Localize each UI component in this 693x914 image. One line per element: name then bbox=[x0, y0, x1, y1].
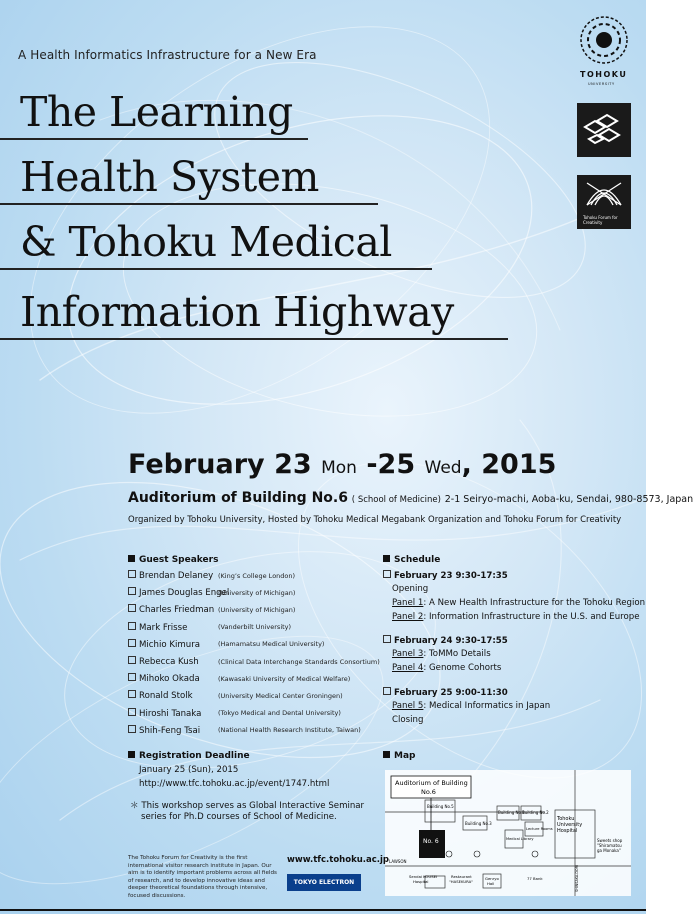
speaker-affiliation: (Kawasaki University of Medical Welfare) bbox=[218, 674, 351, 683]
schedule-day-1 bbox=[383, 570, 508, 581]
speaker-name-text: Mihoko Okada bbox=[139, 674, 200, 685]
date-year: 2015 bbox=[481, 449, 557, 480]
title-line-4-text: Information Highway bbox=[20, 288, 454, 336]
map-heading-text: Map bbox=[394, 751, 416, 761]
speaker-affiliation: (University Medical Center Groningen) bbox=[218, 691, 343, 700]
map-sweets-label-1: Sweets shop bbox=[597, 838, 623, 843]
schedule-panel-3 bbox=[392, 649, 491, 659]
speaker-name bbox=[128, 656, 199, 667]
forum-website[interactable]: www.tfc.tohoku.ac.jp bbox=[287, 855, 389, 865]
tohoku-wordmark-sub: UNIVERSITY bbox=[588, 82, 615, 86]
speaker-affiliation: (University of Michigan) bbox=[218, 605, 296, 614]
panel-5-title: : Medical Informatics in Japan bbox=[423, 701, 551, 711]
square-bullet-icon bbox=[383, 751, 390, 758]
speaker-name-text: Charles Friedman bbox=[139, 605, 215, 616]
registration-url[interactable]: http://www.tfc.tohoku.ac.jp/event/1747.html bbox=[139, 779, 330, 789]
seminar-note-line-1 bbox=[130, 799, 364, 811]
map-auditorium-label: Auditorium of Building bbox=[395, 779, 468, 787]
date-start-weekday: Mon bbox=[321, 458, 357, 478]
panel-3-label: Panel 3 bbox=[392, 649, 424, 659]
schedule-closing: Closing bbox=[392, 715, 424, 725]
square-bullet-icon bbox=[128, 751, 135, 758]
organizers: Organized by Tohoku University, Hosted by Tohoku Medical Megabank Organization and Tohoku Forum for Creativity bbox=[128, 515, 622, 525]
title-underline-3 bbox=[0, 268, 432, 270]
venue-name: Auditorium of Building No.6 bbox=[128, 490, 348, 506]
square-bullet-icon bbox=[383, 555, 390, 562]
checkbox-icon bbox=[128, 708, 136, 716]
date-end-weekday: Wed bbox=[424, 458, 462, 478]
schedule-panel-4 bbox=[392, 663, 501, 673]
map-genryo-label-2: Hall bbox=[487, 881, 495, 886]
registration-heading-text: Registration Deadline bbox=[139, 751, 250, 761]
seminar-note-line-2: series for Ph.D courses of School of Medicine. bbox=[141, 812, 337, 822]
registration-date: January 25 (Sun), 2015 bbox=[139, 765, 239, 775]
map-restaurant-label-1: Restaurant bbox=[451, 874, 472, 879]
speaker-name-text: Brendan Delaney bbox=[139, 571, 214, 581]
panel-1-label: Panel 1 bbox=[392, 598, 424, 608]
speaker-name bbox=[128, 725, 200, 736]
map-sweets-label-2: "Shiramatsu bbox=[597, 843, 622, 848]
tohoku-wordmark: TOHOKU bbox=[580, 70, 628, 79]
map-building-2-label: Building No.2 bbox=[522, 810, 549, 815]
schedule-panel-2 bbox=[392, 612, 640, 622]
checkbox-icon bbox=[128, 673, 136, 681]
speaker-name bbox=[128, 673, 200, 684]
map-building-5-label: Building No.5 bbox=[427, 804, 454, 809]
checkbox-icon bbox=[383, 635, 391, 643]
title-underline-2 bbox=[0, 203, 378, 205]
venue-school: ( School of Medicine) bbox=[351, 495, 441, 505]
sponsor-logo bbox=[287, 874, 361, 891]
map-building-1-label: Building No.1 bbox=[498, 810, 525, 815]
speaker-name bbox=[128, 604, 214, 615]
checkbox-icon bbox=[128, 690, 136, 698]
title-underline-4 bbox=[0, 338, 508, 340]
megabank-mark-icon bbox=[577, 103, 631, 157]
medical-megabank-logo bbox=[577, 103, 631, 157]
title-line-3-text: & Tohoku Medical bbox=[20, 218, 392, 266]
map-street-label: SHINSAKA-DORI bbox=[575, 864, 579, 892]
map-auditorium-no: No.6 bbox=[421, 788, 436, 796]
map-hospital-label-3: Hospital bbox=[557, 828, 578, 834]
speaker-name bbox=[128, 708, 201, 719]
speaker-name-text: James Douglas Engel bbox=[139, 588, 230, 599]
registration-heading bbox=[128, 751, 250, 761]
checkbox-icon bbox=[128, 604, 136, 612]
title-underline-1 bbox=[0, 138, 308, 140]
event-date bbox=[128, 449, 556, 480]
speaker-name bbox=[128, 570, 213, 581]
map-lawson-label: LAWSON bbox=[389, 859, 407, 864]
speaker-affiliation: (University of Michigan) bbox=[218, 588, 296, 597]
schedule-day-3 bbox=[383, 687, 508, 698]
map-restaurant-label-2: "HASEKURA" bbox=[449, 879, 474, 884]
panel-2-title: : Information Infrastructure in the U.S. and Europe bbox=[423, 612, 640, 622]
forum-description: The Tohoku Forum for Creativity is the first international visitor research institute in Japan. Our aim is to identify important problems across all fields of research, and to develop innovative ideas and deeper theoretical foundations through intensive, focused discussions. bbox=[128, 855, 277, 899]
campus-map bbox=[385, 770, 631, 896]
poster-subtitle: A Health Informatics Infrastructure for a New Era bbox=[18, 48, 317, 62]
title-line-1-text: The Learning bbox=[20, 88, 293, 136]
map-kousei-label-1: Sendai KOUSEI bbox=[409, 874, 438, 879]
venue bbox=[128, 490, 693, 506]
schedule-heading bbox=[383, 555, 440, 565]
map-building-6-label: No. 6 bbox=[423, 838, 439, 845]
map-hospital-label-1: Tohoku bbox=[557, 816, 575, 822]
schedule-day-1-text: February 23 9:30-17:35 bbox=[394, 571, 508, 581]
checkbox-icon bbox=[128, 622, 136, 630]
speaker-name bbox=[128, 690, 193, 701]
map-lecture-rooms-label: Lecture Rooms bbox=[526, 827, 553, 831]
panel-3-title: : ToMMo Details bbox=[423, 649, 491, 659]
sponsor-name: TOKYO ELECTRON bbox=[293, 879, 355, 886]
asterisk-icon: ＊ bbox=[130, 801, 139, 811]
date-comma: , bbox=[461, 449, 472, 480]
panel-2-label: Panel 2 bbox=[392, 612, 424, 622]
speaker-name-text: Shih-Feng Tsai bbox=[139, 725, 201, 736]
map-bank-label: 77 Bank bbox=[527, 876, 543, 881]
guest-speakers-heading-text: Guest Speakers bbox=[139, 555, 219, 565]
square-bullet-icon bbox=[128, 555, 135, 562]
speaker-affiliation: (Clinical Data Interchange Standards Consortium) bbox=[218, 657, 380, 666]
map-hospital-label-2: University bbox=[557, 822, 583, 828]
speaker-affiliation: (King’s College London) bbox=[218, 571, 296, 580]
speaker-affiliation: (Hamamatsu Medical University) bbox=[218, 640, 325, 649]
panel-4-title: : Genome Cohorts bbox=[423, 663, 502, 673]
bottom-rule bbox=[0, 909, 646, 911]
schedule-day-2-text: February 24 9:30-17:55 bbox=[394, 636, 508, 646]
speaker-affiliation: (Vanderbilt University) bbox=[218, 623, 292, 632]
speaker-name bbox=[128, 587, 229, 598]
tohoku-university-emblem-icon bbox=[578, 14, 630, 66]
schedule-day-2 bbox=[383, 635, 508, 646]
panel-1-title: : A New Health Infrastructure for the Tohoku Region bbox=[423, 598, 646, 608]
speaker-name bbox=[128, 639, 200, 650]
speaker-name-text: Ronald Stolk bbox=[139, 691, 193, 702]
forum-for-creativity-logo bbox=[577, 175, 631, 229]
schedule-opening: Opening bbox=[392, 584, 429, 594]
speaker-affiliation: (National Health Research Institute, Taiwan) bbox=[218, 726, 361, 735]
map-genryo-label-1: Genryo bbox=[485, 876, 499, 881]
map-medical-library-label: Medical Library bbox=[506, 837, 534, 841]
checkbox-icon bbox=[128, 725, 136, 733]
speaker-name-text: Hiroshi Tanaka bbox=[139, 708, 202, 719]
checkbox-icon bbox=[128, 570, 136, 578]
map-building-3-label: Building No.3 bbox=[465, 821, 492, 826]
checkbox-icon bbox=[128, 639, 136, 647]
checkbox-icon bbox=[128, 656, 136, 664]
speaker-name-text: Mark Frisse bbox=[139, 622, 188, 633]
schedule-panel-5 bbox=[392, 701, 550, 711]
forum-logo-label: Tohoku Forum for Creativity bbox=[583, 215, 618, 225]
map-heading bbox=[383, 751, 415, 761]
speaker-name bbox=[128, 622, 187, 633]
checkbox-icon bbox=[128, 587, 136, 595]
forum-mark-icon bbox=[577, 175, 631, 211]
checkbox-icon bbox=[383, 570, 391, 578]
venue-address: 2-1 Seiryo-machi, Aoba-ku, Sendai, 980-8573, Japan bbox=[444, 494, 693, 505]
map-kousei-label-2: Hospital bbox=[413, 879, 429, 884]
speaker-name-text: Rebecca Kush bbox=[139, 657, 199, 667]
guest-speakers-heading bbox=[128, 555, 218, 565]
schedule-day-3-text: February 25 9:00-11:30 bbox=[394, 688, 508, 698]
schedule-heading-text: Schedule bbox=[394, 555, 441, 565]
schedule-panel-1 bbox=[392, 598, 645, 608]
speaker-name-text: Michio Kimura bbox=[139, 639, 200, 650]
panel-4-label: Panel 4 bbox=[392, 663, 424, 673]
date-end-day: 25 bbox=[377, 449, 416, 480]
date-start-day: 23 bbox=[274, 449, 312, 480]
date-dash: - bbox=[366, 449, 378, 480]
title-line-2-text: Health System bbox=[20, 153, 319, 201]
map-sweets-label-3: ga Monaka" bbox=[597, 848, 621, 853]
date-month: February bbox=[128, 449, 265, 480]
panel-5-label: Panel 5 bbox=[392, 701, 424, 711]
seminar-note-text-1: This workshop serves as Global Interactive Seminar bbox=[141, 801, 365, 811]
speaker-affiliation: (Tokyo Medical and Dental University) bbox=[218, 709, 341, 718]
checkbox-icon bbox=[383, 687, 391, 695]
